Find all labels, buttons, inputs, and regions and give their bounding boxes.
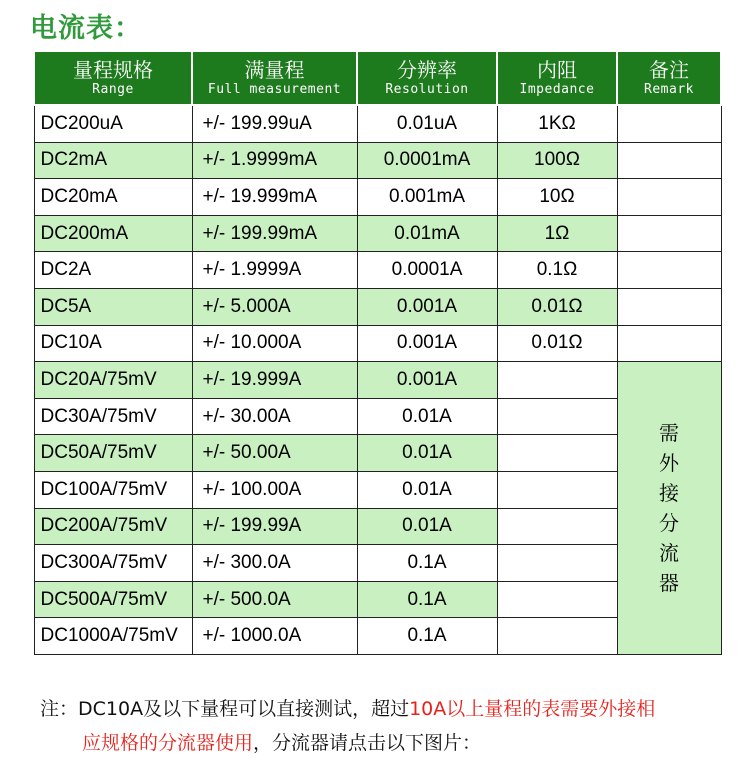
table-row xyxy=(34,179,721,216)
cell-full-measurement: +/- 50.00A xyxy=(192,435,357,472)
cell-resolution: 0.001A xyxy=(357,325,497,362)
cell-impedance xyxy=(497,471,617,508)
cell-resolution: 0.1A xyxy=(357,581,497,618)
cell-range: DC5A xyxy=(34,288,192,325)
note-highlight: 10A以上量程的表需要外接相 xyxy=(409,698,656,720)
cell-resolution: 0.01uA xyxy=(357,105,497,142)
cell-impedance xyxy=(497,435,617,472)
cell-resolution: 0.01A xyxy=(357,471,497,508)
cell-full-measurement: +/- 10.000A xyxy=(192,325,357,362)
footnote xyxy=(40,692,655,760)
cell-remark xyxy=(617,325,721,362)
cell-range: DC20mA xyxy=(34,179,192,216)
cell-impedance: 1KΩ xyxy=(497,105,617,142)
cell-impedance xyxy=(497,545,617,582)
cell-remark xyxy=(617,252,721,289)
cell-range: DC200uA xyxy=(34,105,192,142)
cell-resolution: 0.01A xyxy=(357,508,497,545)
header-remark: 备注 Remark xyxy=(617,51,721,105)
table-row xyxy=(34,105,721,142)
cell-remark-shunt xyxy=(617,362,721,655)
cell-range: DC1000A/75mV xyxy=(34,618,192,655)
header-full: 满量程 Full measurement xyxy=(192,51,357,105)
table-row xyxy=(34,142,721,179)
cell-full-measurement: +/- 5.000A xyxy=(192,288,357,325)
cell-range: DC300A/75mV xyxy=(34,545,192,582)
cell-resolution: 0.1A xyxy=(357,545,497,582)
table-row xyxy=(34,288,721,325)
cell-remark xyxy=(617,179,721,216)
cell-impedance: 0.1Ω xyxy=(497,252,617,289)
table-row xyxy=(34,325,721,362)
cell-resolution: 0.001mA xyxy=(357,179,497,216)
cell-range: DC200A/75mV xyxy=(34,508,192,545)
cell-range: DC20A/75mV xyxy=(34,362,192,399)
note-highlight-2: 应规格的分流器使用 xyxy=(82,732,254,754)
cell-impedance xyxy=(497,362,617,399)
cell-full-measurement: +/- 30.00A xyxy=(192,398,357,435)
header-row xyxy=(34,51,721,105)
cell-range: DC50A/75mV xyxy=(34,435,192,472)
cell-resolution: 0.01mA xyxy=(357,215,497,252)
cell-impedance: 0.01Ω xyxy=(497,288,617,325)
page-title: 电流表： xyxy=(30,13,142,44)
cell-range: DC500A/75mV xyxy=(34,581,192,618)
cell-impedance: 0.01Ω xyxy=(497,325,617,362)
cell-resolution: 0.001A xyxy=(357,288,497,325)
cell-resolution: 0.01A xyxy=(357,435,497,472)
cell-resolution: 0.001A xyxy=(357,362,497,399)
cell-remark xyxy=(617,215,721,252)
cell-resolution: 0.0001A xyxy=(357,252,497,289)
cell-impedance: 10Ω xyxy=(497,179,617,216)
note-text-2: ，分流器请点击以下图片： xyxy=(253,732,482,754)
table-row xyxy=(34,252,721,289)
cell-full-measurement: +/- 500.0A xyxy=(192,581,357,618)
table-row xyxy=(34,215,721,252)
ammeter-spec-table xyxy=(33,50,722,655)
header-impedance: 内阻 Impedance xyxy=(497,51,617,105)
cell-impedance xyxy=(497,618,617,655)
cell-impedance xyxy=(497,581,617,618)
cell-remark xyxy=(617,105,721,142)
note-text: 注：DC10A及以下量程可以直接测试，超过 xyxy=(40,698,410,720)
cell-impedance: 1Ω xyxy=(497,215,617,252)
header-range: 量程规格 Range xyxy=(34,51,192,105)
cell-resolution: 0.1A xyxy=(357,618,497,655)
cell-full-measurement: +/- 19.999A xyxy=(192,362,357,399)
cell-resolution: 0.0001mA xyxy=(357,142,497,179)
cell-impedance: 100Ω xyxy=(497,142,617,179)
cell-range: DC100A/75mV xyxy=(34,471,192,508)
header-resolution: 分辨率 Resolution xyxy=(357,51,497,105)
cell-range: DC10A xyxy=(34,325,192,362)
cell-full-measurement: +/- 1.9999mA xyxy=(192,142,357,179)
cell-full-measurement: +/- 199.99A xyxy=(192,508,357,545)
cell-full-measurement: +/- 199.99uA xyxy=(192,105,357,142)
cell-range: DC2mA xyxy=(34,142,192,179)
cell-range: DC2A xyxy=(34,252,192,289)
cell-range: DC200mA xyxy=(34,215,192,252)
cell-full-measurement: +/- 1.9999A xyxy=(192,252,357,289)
cell-full-measurement: +/- 199.99mA xyxy=(192,215,357,252)
table-row xyxy=(34,362,721,399)
cell-remark xyxy=(617,142,721,179)
cell-full-measurement: +/- 300.0A xyxy=(192,545,357,582)
cell-full-measurement: +/- 100.00A xyxy=(192,471,357,508)
cell-impedance xyxy=(497,398,617,435)
cell-full-measurement: +/- 19.999mA xyxy=(192,179,357,216)
cell-range: DC30A/75mV xyxy=(34,398,192,435)
cell-impedance xyxy=(497,508,617,545)
cell-full-measurement: +/- 1000.0A xyxy=(192,618,357,655)
remark-shunt-text: 需外接分流器 xyxy=(659,421,679,596)
cell-remark xyxy=(617,288,721,325)
cell-resolution: 0.01A xyxy=(357,398,497,435)
